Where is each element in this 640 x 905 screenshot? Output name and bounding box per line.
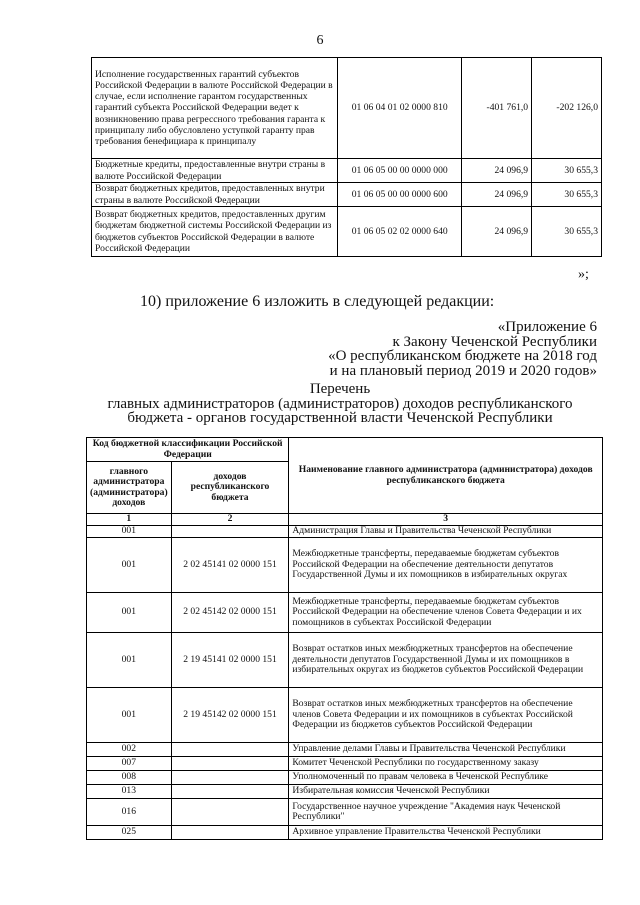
row-code: 01 06 05 02 02 0000 640 bbox=[338, 207, 462, 257]
appendix-line: и на плановый период 2019 и 2020 годов» bbox=[329, 362, 597, 379]
list-title bbox=[40, 382, 640, 426]
table-row bbox=[92, 207, 602, 257]
admin-code: 001 bbox=[87, 593, 172, 633]
revenue-code: 2 02 45141 02 0000 151 bbox=[171, 538, 289, 593]
admin-name: Возврат остатков иных межбюджетных трансфертов на обеспечение деятельности депутатов Государственной Думы и их помощников в избирательных округах из бюджетов субъектов Российской Федерации bbox=[289, 633, 603, 688]
table-row bbox=[87, 826, 603, 840]
admin-code: 013 bbox=[87, 785, 172, 799]
header-admin-code: главного администратора (администратора) доходов bbox=[87, 462, 172, 514]
value-2018: -401 761,0 bbox=[462, 58, 532, 159]
value-2018: 24 096,9 bbox=[462, 207, 532, 257]
revenue-code bbox=[171, 785, 289, 799]
revenue-code: 2 19 45142 02 0000 151 bbox=[171, 688, 289, 743]
table-row bbox=[87, 633, 603, 688]
appendix-header bbox=[328, 320, 597, 378]
table-row bbox=[87, 593, 603, 633]
table-row bbox=[87, 526, 603, 538]
row-code: 01 06 05 00 00 0000 000 bbox=[338, 159, 462, 183]
admin-name: Уполномоченный по правам человека в Чеченской Республике bbox=[289, 771, 603, 785]
header-code-group: Код бюджетной классификации Российской Федерации bbox=[87, 438, 289, 462]
admin-name: Возврат остатков иных межбюджетных трансфертов на обеспечение членов Совета Федерации и их помощников в субъектах Российской Федерации из бюджетов субъектов Российской Федерации bbox=[289, 688, 603, 743]
revenue-code bbox=[171, 757, 289, 771]
appendix-line: «Приложение 6 bbox=[497, 319, 597, 335]
table-row bbox=[87, 538, 603, 593]
value-2019: 30 655,3 bbox=[532, 207, 602, 257]
column-number: 1 bbox=[87, 514, 172, 526]
admin-code: 002 bbox=[87, 743, 172, 757]
header-revenue-code: доходов республиканского бюджета bbox=[171, 462, 289, 514]
administrators-table bbox=[86, 437, 603, 840]
table-row bbox=[87, 688, 603, 743]
title-line: Перечень bbox=[309, 381, 371, 397]
admin-name: Архивное управление Правительства Чеченской Республики bbox=[289, 826, 603, 840]
table-row bbox=[87, 743, 603, 757]
value-2019: 30 655,3 bbox=[532, 183, 602, 207]
row-name: Исполнение государственных гарантий субъектов Российской Федерации в валюте Российской Федерации в случае, если исполнение гарантом государственных гарантий субъекта Российской Федерации ведет к возникновению права регрессного требования гаранта к принципалу либо обусловлено уступкой гаранту прав требования бенефициара к принципалу bbox=[92, 58, 338, 159]
table-row bbox=[87, 771, 603, 785]
column-number: 2 bbox=[171, 514, 289, 526]
table-row bbox=[92, 58, 602, 159]
amendment-item: 10) приложение 6 изложить в следующей редакции: bbox=[140, 293, 495, 310]
revenue-code bbox=[171, 771, 289, 785]
table-row bbox=[92, 159, 602, 183]
admin-name: Комитет Чеченской Республики по государственному заказу bbox=[289, 757, 603, 771]
admin-code: 016 bbox=[87, 799, 172, 826]
admin-code: 008 bbox=[87, 771, 172, 785]
table-row bbox=[87, 785, 603, 799]
admin-code: 025 bbox=[87, 826, 172, 840]
revenue-code: 2 19 45141 02 0000 151 bbox=[171, 633, 289, 688]
sources-financing-table bbox=[91, 57, 602, 257]
admin-name: Управление делами Главы и Правительства Чеченской Республики bbox=[289, 743, 603, 757]
revenue-code bbox=[171, 743, 289, 757]
title-line: главных администраторов (администраторов) доходов республиканского bbox=[107, 395, 573, 412]
table-row bbox=[87, 757, 603, 771]
row-name: Бюджетные кредиты, предоставленные внутри страны в валюте Российской Федерации bbox=[92, 159, 338, 183]
row-code: 01 06 05 00 00 0000 600 bbox=[338, 183, 462, 207]
admin-code: 007 bbox=[87, 757, 172, 771]
page-number: 6 bbox=[316, 33, 324, 48]
admin-name: Администрация Главы и Правительства Чеченской Республики bbox=[289, 526, 603, 538]
admin-code: 001 bbox=[87, 633, 172, 688]
appendix-line: к Закону Чеченской Республики bbox=[392, 333, 597, 350]
value-2019: 30 655,3 bbox=[532, 159, 602, 183]
admin-name: Межбюджетные трансферты, передаваемые бюджетам субъектов Российской Федерации на обеспечение деятельности депутатов Государственной Думы и их помощников в избирательных округах bbox=[289, 538, 603, 593]
admin-name: Межбюджетные трансферты, передаваемые бюджетам субъектов Российской Федерации на обеспечение членов Совета Федерации и их помощников в субъектах Российской Федерации bbox=[289, 593, 603, 633]
value-2018: 24 096,9 bbox=[462, 183, 532, 207]
revenue-code bbox=[171, 526, 289, 538]
appendix-line: «О республиканском бюджете на 2018 год bbox=[328, 348, 597, 364]
value-2019: -202 126,0 bbox=[532, 58, 602, 159]
row-code: 01 06 04 01 02 0000 810 bbox=[338, 58, 462, 159]
admin-code: 001 bbox=[87, 688, 172, 743]
column-number: 3 bbox=[289, 514, 603, 526]
admin-name: Государственное научное учреждение "Академия наук Чеченской Республики" bbox=[289, 799, 603, 826]
revenue-code: 2 02 45142 02 0000 151 bbox=[171, 593, 289, 633]
row-name: Возврат бюджетных кредитов, предоставленных внутри страны в валюте Российской Федерации bbox=[92, 183, 338, 207]
title-line: бюджета - органов государственной власти Чеченской Республики bbox=[127, 410, 553, 426]
table-row bbox=[92, 183, 602, 207]
admin-code: 001 bbox=[87, 538, 172, 593]
table-row bbox=[87, 799, 603, 826]
header-name: Наименование главного администратора (администратора) доходов республиканского бюджета bbox=[289, 438, 603, 514]
closing-quote: »; bbox=[578, 267, 589, 282]
revenue-code bbox=[171, 799, 289, 826]
admin-name: Избирательная комиссия Чеченской Республики bbox=[289, 785, 603, 799]
admin-code: 001 bbox=[87, 526, 172, 538]
row-name: Возврат бюджетных кредитов, предоставленных другим бюджетам бюджетной системы Российской Федерации из бюджетов субъектов Российской Федерации в валюте Российской Федерации bbox=[92, 207, 338, 257]
revenue-code bbox=[171, 826, 289, 840]
value-2018: 24 096,9 bbox=[462, 159, 532, 183]
